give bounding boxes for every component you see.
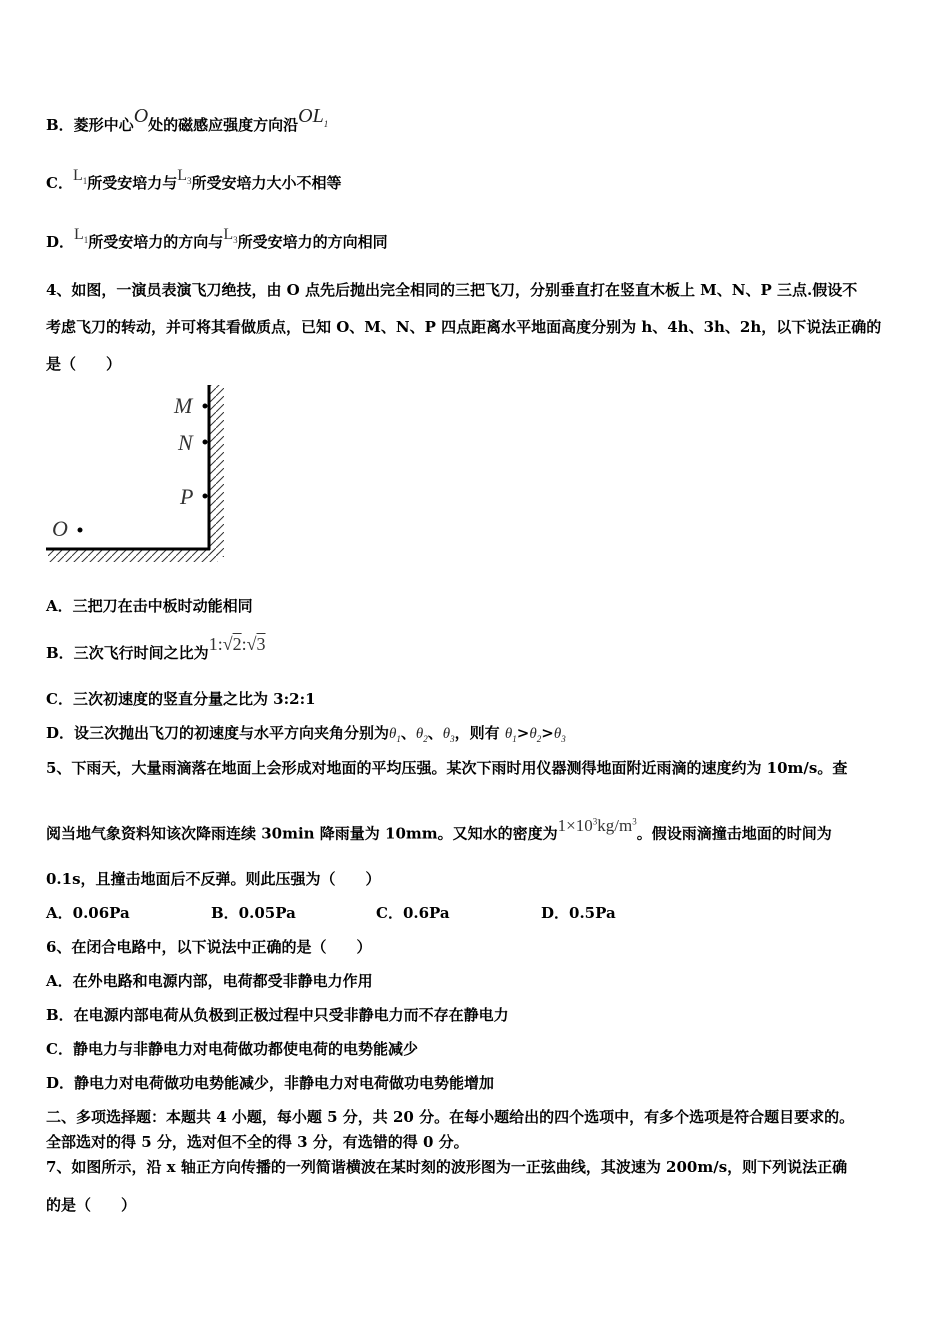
point-m [203,404,208,409]
q3-c-l3: L [177,167,188,184]
gt-2: > [541,724,554,742]
q4-option-d-mid: ，则有 [454,724,500,742]
density-unit-exp: 3 [632,816,637,826]
q3-option-c-suffix: 所受安培力大小不相等 [191,174,342,192]
q3-option-d [46,226,388,258]
q6-option-b: B．在电源内部电荷从负极到正极过程中只受非静电力而不存在静电力 [46,1006,509,1024]
theta-sub-3: 3 [450,734,455,744]
q5-stem-line-3: 0.1s，且撞击地面后不反弹。则此压强为（ ） [46,870,381,888]
q3-option-c-prefix: C． [46,174,73,192]
label-n: N [178,430,193,455]
q3-math-ol-sub: 1 [323,119,329,129]
q5-line-2-a: 阅当地气象资料知该次降雨连续 30min 降雨量为 10mm。又知水的密度为 [46,824,558,843]
q5-stem-line-1: 5、下雨天，大量雨滴落在地面上会形成对地面的平均压强。某次下雨时用仪器测得地面附近雨滴的速度约为 10m/s。查 [46,759,848,777]
q3-option-d-suffix: 所受安培力的方向相同 [237,233,388,251]
q3-option-c [46,167,342,199]
q3-option-d-mid: 所受安培力的方向与 [88,233,224,251]
q4-option-c: C．三次初速度的竖直分量之比为 3:2:1 [46,690,316,708]
point-o [78,528,83,533]
q4-stem-line-2: 考虑飞刀的转动，并可将其看做质点，已知 O、M、N、P 四点距离水平地面高度分别为 h、4h、3h、2h，以下说法正确的 [46,318,882,336]
sqrt-icon: √ [246,634,257,654]
q3-d-l1: L [74,226,84,243]
wall-hatch [210,385,224,557]
theta-sub-1: 1 [512,734,517,744]
q6-option-a: A．在外电路和电源内部，电荷都受非静电力作用 [46,972,373,990]
q5-option-b: B．0.05Pa [211,904,296,922]
gt-1: > [516,724,530,742]
sep-2: 、 [427,724,443,742]
q4-option-b [46,634,266,663]
q5-option-a: A．0.06Pa [46,904,130,922]
q5-option-c: C．0.6Pa [376,904,450,922]
section-2-heading-line-2: 全部选对的得 5 分，选对但不全的得 3 分，有选错的得 0 分。 [46,1133,469,1151]
q7-stem-line-1: 7、如图所示，沿 x 轴正方向传播的一列简谐横波在某时刻的波形图为一正弦曲线，其波速为 200m/s，则下列说法正确 [46,1158,848,1176]
theta: θ [415,726,424,742]
theta-sub-3: 3 [561,734,566,744]
theta: θ [504,726,513,742]
q3-option-b [46,105,329,142]
q3-option-d-prefix: D． [46,233,75,251]
q4-option-d-text: D．设三次抛出飞刀的初速度与水平方向夹角分别为 [46,724,390,742]
q6-option-d: D．静电力对电荷做功电势能减少，非静电力对电荷做功电势能增加 [46,1074,495,1092]
section-2-heading-line-1: 二、多项选择题：本题共 4 小题，每小题 5 分，共 20 分。在每小题给出的四个选项中，有多个选项是符合题目要求的。 [46,1108,855,1126]
theta: θ [553,726,562,742]
q3-option-b-prefix: B．菱形中心 [46,116,134,134]
label-m: M [174,393,193,418]
q3-c-l1-sub: 1 [82,176,88,187]
theta: θ [389,726,397,742]
ratio-root-3: 3 [256,634,266,654]
theta-sub-2: 2 [536,734,542,744]
ratio-root-2: 2 [232,634,242,654]
label-p: P [180,484,194,509]
sqrt-icon: √ [222,634,233,654]
q3-math-ol: OL [298,105,324,127]
density-exp: 3 [592,816,598,826]
point-n [203,440,208,445]
q3-c-l3-sub: 3 [187,176,192,187]
q3-d-l1-sub: 1 [83,235,89,246]
theta-sub-1: 1 [396,734,401,744]
q3-math-o: O [133,105,149,127]
q3-option-b-text: 处的磁感应强度方向沿 [148,116,299,134]
ratio-sep-1: : [217,634,223,654]
q4-figure [40,380,240,570]
theta: θ [529,726,537,742]
q4-option-b-text: B．三次飞行时间之比为 [46,644,209,662]
sep-1: 、 [400,724,416,742]
ratio-one: 1 [208,634,218,654]
theta: θ [442,726,451,742]
q3-d-l3: L [223,226,234,243]
q3-c-l1: L [72,167,83,184]
q7-stem-line-2: 的是（ ） [46,1196,137,1214]
q4-option-a: A．三把刀在击中板时动能相同 [46,597,253,615]
theta-sub-2: 2 [423,734,428,744]
density-unit: kg/m [597,815,633,835]
q3-option-c-mid: 所受安培力与 [87,174,178,192]
q5-option-d: D．0.5Pa [541,904,616,922]
q5-stem-line-2 [46,815,832,844]
label-o: O [52,516,68,541]
q3-d-l3-sub: 3 [233,235,238,246]
ratio-sep-2: : [241,634,247,654]
point-p [203,494,208,499]
q6-option-c: C．静电力与非静电力对电荷做功都使电荷的电势能减少 [46,1040,418,1058]
q4-stem-line-1: 4、如图，一演员表演飞刀绝技，由 O 点先后抛出完全相同的三把飞刀，分别垂直打在竖直木板上 M、N、P 三点.假设不 [46,281,858,299]
q5-line-2-b: 。假设雨滴撞击地面的时间为 [636,824,832,843]
q6-stem: 6、在闭合电路中，以下说法中正确的是（ ） [46,938,372,956]
q4-stem-line-3: 是（ ） [46,355,122,373]
q4-option-d [46,723,566,749]
density-coef: 1×10 [557,815,593,835]
ground-hatch [48,550,218,562]
